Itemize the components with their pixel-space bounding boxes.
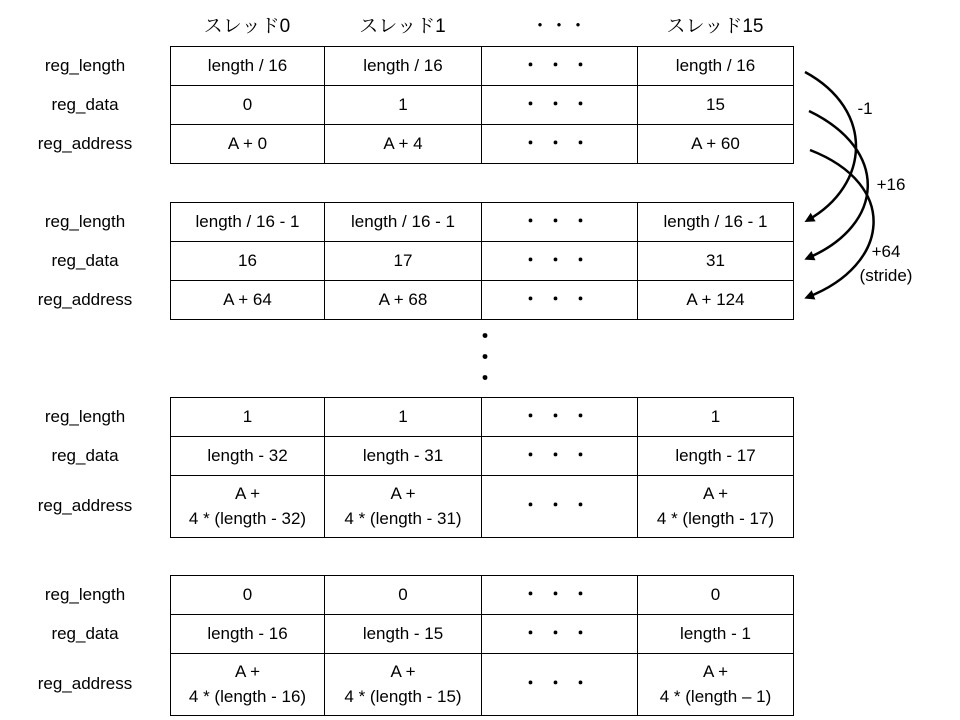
table-cell [324,575,481,614]
cell-text: A + 64 [223,289,272,309]
cell-text: A + [390,483,416,503]
table-cell [481,124,637,164]
table-cell [637,202,794,241]
cell-text: 1 [710,406,721,426]
table-cell [481,475,637,538]
table-cell [170,280,324,320]
table-cell [637,475,794,538]
cell-text: ・・・ [522,250,597,270]
table-cell [637,436,794,475]
length-step-label: -1 [857,99,873,118]
cell-text: ・・・ [522,445,597,465]
cell-text: ・・・ [522,584,597,604]
row-label-reg-data: reg_data [51,445,119,465]
table-cell [170,475,324,538]
table-cell [170,397,324,436]
table-cell [170,653,324,716]
data-step-label: +16 [876,175,906,194]
table-cell [481,241,637,280]
table-cell [481,575,637,614]
address-step-label: +64 (stride) [859,242,913,285]
table-cell [481,46,637,85]
cell-text: A + 0 [227,133,268,153]
table-cell [637,397,794,436]
table-cell [637,614,794,653]
table-cell [170,85,324,124]
cell-text: 4 * (length - 32) [188,508,307,528]
table-cell [481,614,637,653]
cell-text: 0 [710,584,721,604]
row-label-reg-length: reg_length [44,406,126,426]
table-cell [481,397,637,436]
table-cell [324,46,481,85]
row-label-reg-data: reg_data [51,94,119,114]
cell-text: 0 [242,94,253,114]
row-label-reg-length: reg_length [44,584,126,604]
table-cell [324,241,481,280]
cell-text: ・・・ [522,55,597,75]
cell-text: A + [702,661,729,681]
table-cell [637,85,794,124]
cell-text: length / 16 - 1 [663,211,768,231]
table-cell [170,575,324,614]
cell-text: length / 16 - 1 [351,211,455,231]
cell-text: ・・・ [522,496,597,516]
arrow-data-step [808,111,868,258]
table-cell [481,280,637,320]
cell-text: A + 124 [686,289,745,309]
cell-text: 4 * (length - 16) [188,686,307,706]
table-cell [637,124,794,164]
cell-text: 4 * (length - 17) [656,508,775,528]
thread-header-3: スレッド15 [666,16,764,37]
table-cell [324,397,481,436]
cell-text: 4 * (length - 15) [344,686,462,706]
cell-text: ・・・ [522,211,597,231]
row-label-reg-address: reg_address [37,674,133,693]
cell-text: ・・・ [522,94,597,114]
table-cell [170,124,324,164]
cell-text: length - 32 [207,445,288,465]
table-cell [324,475,481,538]
table-cell [481,85,637,124]
cell-text: ・・・ [522,133,597,153]
cell-text: 1 [398,406,408,426]
table-cell [324,614,481,653]
arrow-length-step [805,72,856,220]
cell-text: length / 16 [207,55,288,75]
table-cell [481,436,637,475]
cell-text: length - 1 [680,623,751,643]
table-cell [481,653,637,716]
cell-text: length - 16 [207,623,288,643]
cell-text: length - 31 [362,445,444,465]
table-cell [481,202,637,241]
table-cell [324,653,481,716]
cell-text: A + [702,483,729,503]
cell-text: A + [234,483,261,503]
table-cell [637,280,794,320]
table-cell [324,202,481,241]
cell-text: A + [390,661,416,681]
row-label-reg-data: reg_data [51,623,119,643]
table-cell [324,436,481,475]
cell-text: 1 [242,406,253,426]
cell-text: ・・・ [522,406,597,426]
cell-text: A + 68 [378,289,428,309]
cell-text: 16 [238,250,257,270]
table-cell [170,46,324,85]
table-cell [170,202,324,241]
cell-text: 17 [393,250,413,270]
cell-text: length - 15 [362,623,444,643]
cell-text: length / 16 [675,55,756,75]
cell-text: 4 * (length - 31) [344,508,462,528]
cell-text: 0 [242,584,253,604]
cell-text: ・・・ [522,674,597,694]
table-cell [324,124,481,164]
table-cell [324,280,481,320]
vertical-ellipsis: ・ ・ ・ [474,324,497,391]
table-cell [170,241,324,280]
cell-text: A + 4 [383,133,423,153]
row-label-reg-address: reg_address [37,496,133,515]
thread-header-1: スレッド1 [359,16,446,37]
table-cell [637,575,794,614]
cell-text: 0 [398,584,408,604]
row-label-reg-data: reg_data [51,250,119,270]
cell-text: 1 [398,94,408,114]
cell-text: 31 [706,250,725,270]
cell-text: ・・・ [522,289,597,309]
row-label-reg-length: reg_length [44,211,126,231]
row-label-reg-address: reg_address [37,133,133,153]
row-label-reg-address: reg_address [37,289,133,309]
cell-text: A + [234,661,261,681]
table-cell [324,85,481,124]
thread-header-ellipsis: ・・・ [530,16,588,37]
table-cell [170,436,324,475]
cell-text: length / 16 - 1 [195,211,300,231]
cell-text: ・・・ [522,623,597,643]
table-cell [637,46,794,85]
row-label-reg-length: reg_length [44,55,126,75]
cell-text: A + 60 [691,133,740,153]
thread-header-0: スレッド0 [203,16,291,37]
cell-text: length / 16 [363,55,443,75]
cell-text: length - 17 [675,445,756,465]
table-cell [170,614,324,653]
cell-text: 15 [706,94,725,114]
cell-text: 4 * (length – 1) [659,686,772,706]
table-cell [637,653,794,716]
table-cell [637,241,794,280]
